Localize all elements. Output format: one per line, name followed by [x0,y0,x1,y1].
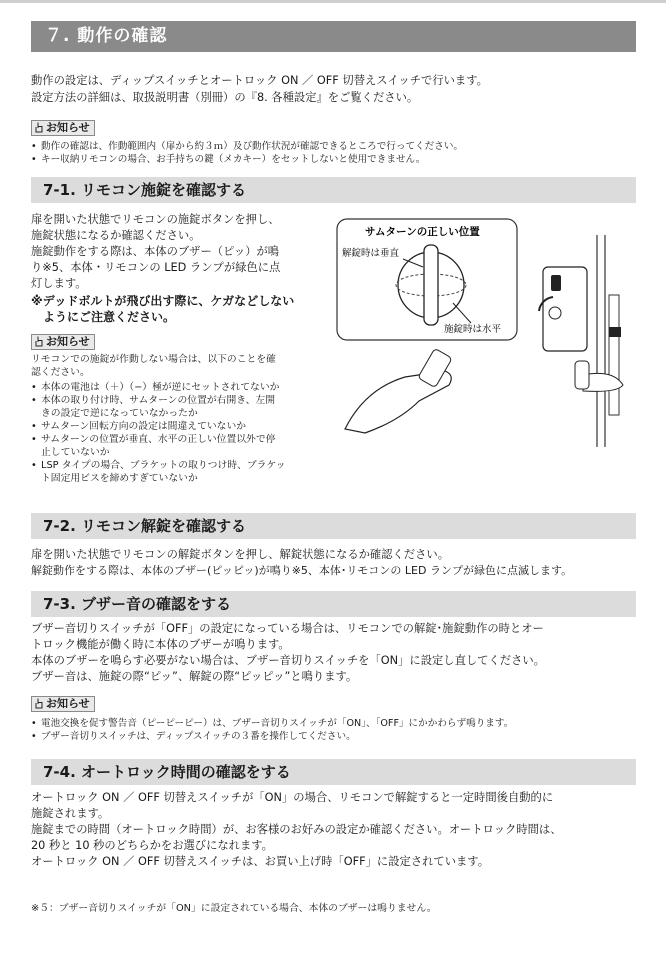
intro-line-1: 動作の設定は、ディップスイッチとオートロック ON ／ OFF 切替えスイッチで行います。 [31,74,488,87]
s71-line-2: 施錠状態になるか確認ください。 [31,229,201,242]
s74-line-3: 施錠までの時間（オートロック時間）が、お客様のお好みの設定か確認ください。オートロック時間は、 [31,823,562,836]
notice-list [31,140,463,166]
label-locked: 施錠時は水平 [444,324,502,335]
list-item: • 電池交換を促す警告音（ピーピーピー）は、ブザー音切りスイッチが「ON」、「OFF」にかかわらず鳴ります。 [31,717,513,730]
subsection-title-7-3: 7-3. ブザー音の確認をする [31,591,636,617]
list-item: • LSP タイプの場合、ブラケットの取りつけ時、ブラケッ ト固定用ビスを締めすぎていないか [31,459,286,485]
section-title: ７. 動作の確認 [31,21,636,52]
pointing-hand-icon [34,336,44,347]
s73-note-list [31,717,513,743]
s72-line-2: 解錠動作をする際は、本体のブザー(ピッピッ)が鳴り※5、本体･リモコンの LED ランプが緑色に点滅します。 [31,564,573,577]
notice-label [31,696,95,712]
list-item: • 本体の取り付け時、サムターンの位置が右開き、左開 きの設定で逆になっていなかったか [31,394,286,420]
s74-line-2: 施錠されます。 [31,807,110,820]
list-item: • ブザー音切りスイッチは、ディップスイッチの３番を操作してください。 [31,730,513,743]
s71-note-intro-2: 認ください。 [31,367,90,378]
s71-line-4: り※5、本体・リモコンの LED ランプが緑色に点 [31,261,281,274]
pointing-hand-icon [34,698,44,709]
pointing-hand-icon [34,122,44,133]
list-item: • キー収納リモコンの場合、お手持ちの鍵（メカキー）をセットしないと使用できません。 [31,153,463,166]
s71-line-3: 施錠動作をする際は、本体のブザー（ピッ）が鳴 [31,245,280,258]
notice-label [31,334,95,350]
figure-title: サムターンの正しい位置 [365,226,480,238]
s73-line-4: ブザー音は、施錠の際“ピッ”、解錠の際“ピッピッ”と鳴ります。 [31,670,358,683]
s71-line-5: 灯します。 [31,277,87,290]
list-item: • サムターンの位置が垂直、水平の正しい位置以外で停 止していないか [31,433,286,459]
list-item: • 本体の電池は（＋）（−）極が逆にセットされてないか [31,381,286,394]
list-item: • サムターン回転方向の設定は間違えていないか [31,420,286,433]
s74-line-4: 20 秒と 10 秒のどちらかをお選びになれます。 [31,839,273,852]
s71-warning-2: ようにご注意ください。 [43,310,176,324]
subsection-title-7-1: 7-1. リモコン施錠を確認する [31,177,636,203]
notice-label [31,120,95,136]
label-unlocked: 解錠時は垂直 [342,248,400,259]
s73-line-3: 本体のブザーを鳴らす必要がない場合は、ブザー音切りスイッチを「ON」に設定し直してください。 [31,654,545,667]
lock-illustration [333,215,638,447]
intro-line-2: 設定方法の詳細は、取扱説明書（別冊）の『8. 各種設定』をご覧ください。 [31,91,419,104]
notice-label-text: お知らせ [46,697,90,710]
s74-line-1: オートロック ON ／ OFF 切替えスイッチが「ON」の場合、リモコンで解錠すると一定時間後自動的に [31,791,554,804]
list-item: • 動作の確認は、作動範囲内（扉から約３ｍ）及び動作状況が確認できるところで行ってください。 [31,140,463,153]
s72-line-1: 扉を開いた状態でリモコンの解錠ボタンを押し、解錠状態になるか確認ください。 [31,548,449,561]
footnote: ※５：ブザー音切りスイッチが「ON」に設定されている場合、本体のブザーは鳴りません。 [31,903,437,914]
s71-note-list [31,381,286,485]
notice-label-text: お知らせ [46,335,90,348]
subsection-title-7-2: 7-2. リモコン解錠を確認する [31,513,636,539]
s71-line-1: 扉を開いた状態でリモコンの施錠ボタンを押し、 [31,213,280,226]
s73-line-2: トロック機能が働く時に本体のブザーが鳴ります。 [31,638,290,651]
notice-label-text: お知らせ [46,121,90,134]
subsection-title-7-4: 7-4. オートロック時間の確認をする [31,759,636,785]
s74-line-5: オートロック ON ／ OFF 切替えスイッチは、お買い上げ時「OFF」に設定されています。 [31,855,489,868]
s73-line-1: ブザー音切りスイッチが「OFF」の設定になっている場合は、リモコンでの解錠･施錠動作の時とオー [31,622,544,635]
s71-warning-1: ※デッドボルトが飛び出す際に、ケガなどしない [31,294,295,308]
s71-note-intro-1: リモコンでの施錠が作動しない場合は、以下のことを確 [31,354,276,365]
top-rule [0,0,666,3]
